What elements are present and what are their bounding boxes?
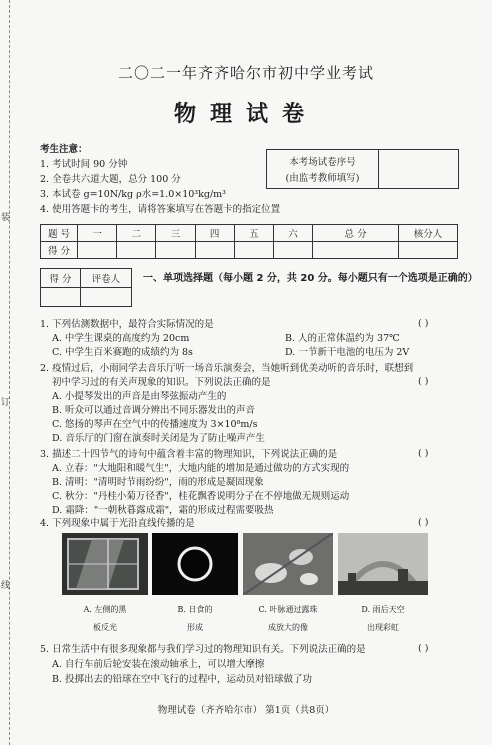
eclipse-photo: [152, 533, 238, 595]
side-mark-zhuang: 装: [1, 213, 11, 223]
grader-cell[interactable]: [80, 288, 131, 307]
caption-a-line1: A. 左侧的黑: [83, 605, 127, 614]
notes-item: 3. 本试卷 g=10N/kg ρ水=1.0×10³kg/m³: [40, 189, 226, 200]
score-cell: 得 分: [41, 242, 78, 259]
score-cell: 五: [234, 225, 273, 242]
serial-divider: [378, 150, 379, 188]
option-b: B. 人的正常体温约为 37℃: [285, 333, 400, 344]
score-cell[interactable]: [117, 242, 156, 259]
serial-sublabel: (由监考教师填写): [285, 173, 360, 184]
answer-paren: ( ): [418, 318, 429, 329]
option-c: C. 悠扬的琴声在空气中的传播速度为 3×10⁸m/s: [52, 419, 258, 430]
option-a: A. 立春："大地阳和暖气生"，大地内能的增加是通过做功的方式实现的: [52, 463, 350, 474]
notes-heading: 考生注意：: [40, 144, 88, 155]
score-cell: 题 号: [41, 225, 78, 242]
score-cell: 六: [273, 225, 312, 242]
score-cell[interactable]: [399, 242, 458, 259]
blackboard-drawing: [62, 533, 148, 595]
page-footer: 物理试卷（齐齐哈尔市） 第1页（共8页）: [157, 705, 335, 716]
candidate-notes: [40, 142, 280, 217]
score-cell: 一: [78, 225, 117, 242]
score-table: [40, 224, 458, 259]
side-mark-xian: 线: [1, 581, 11, 591]
question-stem: 1. 下列估测数据中，最符合实际情况的是: [40, 319, 214, 330]
option-c: C. 中学生百米赛跑的成绩约为 8s: [52, 347, 193, 358]
exam-subtitle: 物理试卷: [173, 101, 318, 127]
option-a: A. 小提琴发出的声音是由琴弦振动产生的: [52, 391, 227, 402]
question-stem-cont: 初中学习过的有关声现象的知识。下列说法正确的是: [52, 377, 271, 388]
score-cell[interactable]: [273, 242, 312, 259]
caption-a-line2: 板反光: [93, 623, 117, 632]
grader-cell: 得 分: [41, 269, 81, 288]
option-b: B. 听众可以通过音调分辨出不同乐器发出的声音: [52, 405, 256, 416]
caption-d-line2: 出现彩虹: [367, 623, 399, 632]
option-b: B. 投掷出去的铅球在空中飞行的过程中，运动员对铅球做了功: [52, 674, 313, 685]
score-cell[interactable]: [234, 242, 273, 259]
caption-b-line1: B. 日食的: [177, 605, 213, 614]
question-stem: 2. 疫情过后，小雨同学去音乐厅听一场音乐演奏会，当她听到优美动听的音乐时，联想到: [40, 363, 414, 374]
option-d: D. 霜降："一朝秋暮露成霜"，霜的形成过程需要吸热: [52, 505, 274, 516]
option-b: B. 清明："清明时节雨纷纷"，雨的形成是凝固现象: [52, 477, 264, 488]
grader-table: [40, 268, 132, 307]
notes-item: 4. 使用答题卡的考生，请将答案填写在答题卡的指定位置: [40, 204, 281, 215]
grader-cell: 评卷人: [80, 269, 131, 288]
score-cell: 总 分: [313, 225, 399, 242]
caption-b-line2: 形成: [187, 623, 203, 632]
exam-title: 二〇二一年齐齐哈尔市初中学业考试: [117, 64, 374, 82]
option-d: D. 一节新干电池的电压为 2V: [285, 347, 410, 358]
score-cell: 核分人: [399, 225, 458, 242]
serial-label: 本考场试卷序号: [289, 157, 356, 168]
eclipse-drawing: [152, 533, 238, 595]
score-cell: 四: [195, 225, 234, 242]
score-cell: 三: [156, 225, 195, 242]
score-header-row: [41, 225, 458, 242]
answer-paren: ( ): [418, 448, 429, 459]
caption-c-line1: C. 叶脉通过露珠: [258, 605, 318, 614]
question-stem: 4. 下列现象中属于光沿直线传播的是: [40, 518, 195, 529]
notes-item: 1. 考试时间 90 分钟: [40, 159, 128, 170]
caption-d-line1: D. 雨后天空: [361, 605, 405, 614]
exam-serial-box: [266, 149, 459, 189]
rainbow-drawing: [338, 533, 428, 595]
score-cell[interactable]: [78, 242, 117, 259]
answer-paren: ( ): [418, 643, 429, 654]
answer-paren: ( ): [418, 376, 429, 387]
grader-cell[interactable]: [41, 288, 81, 307]
option-a: A. 中学生课桌的高度约为 20cm: [52, 333, 190, 344]
rainbow-photo: [338, 533, 428, 595]
score-cell: 二: [117, 225, 156, 242]
caption-c-line2: 成放大的像: [268, 623, 308, 632]
answer-paren: ( ): [418, 517, 429, 528]
notes-item: 2. 全卷共六道大题，总分 100 分: [40, 174, 181, 185]
question-stem: 3. 描述二十四节气的诗句中蕴含着丰富的物理知识，下列说法正确的是: [40, 449, 338, 460]
score-cell[interactable]: [156, 242, 195, 259]
dewdrop-drawing: [243, 533, 333, 595]
score-value-row: [41, 242, 458, 259]
option-a: A. 自行车前后轮安装在滚动轴承上，可以增大摩擦: [52, 659, 265, 670]
score-cell[interactable]: [195, 242, 234, 259]
side-mark-ding: 订: [1, 398, 11, 408]
blackboard-photo: [62, 533, 148, 595]
score-cell[interactable]: [313, 242, 399, 259]
question-stem: 5. 日常生活中有很多现象都与我们学习过的物理知识有关。下列说法正确的是: [40, 644, 366, 655]
dewdrop-photo: [243, 533, 333, 595]
option-c: C. 秋分："丹桂小菊万径香"，桂花飘香说明分子在不停地做无规则运动: [52, 491, 350, 502]
option-d: D. 音乐厅的门窗在演奏时关闭是为了防止噪声产生: [52, 433, 265, 444]
section-heading: 一、单项选择题（每小题 2 分，共 20 分。每小题只有一个选项是正确的）: [143, 273, 478, 284]
